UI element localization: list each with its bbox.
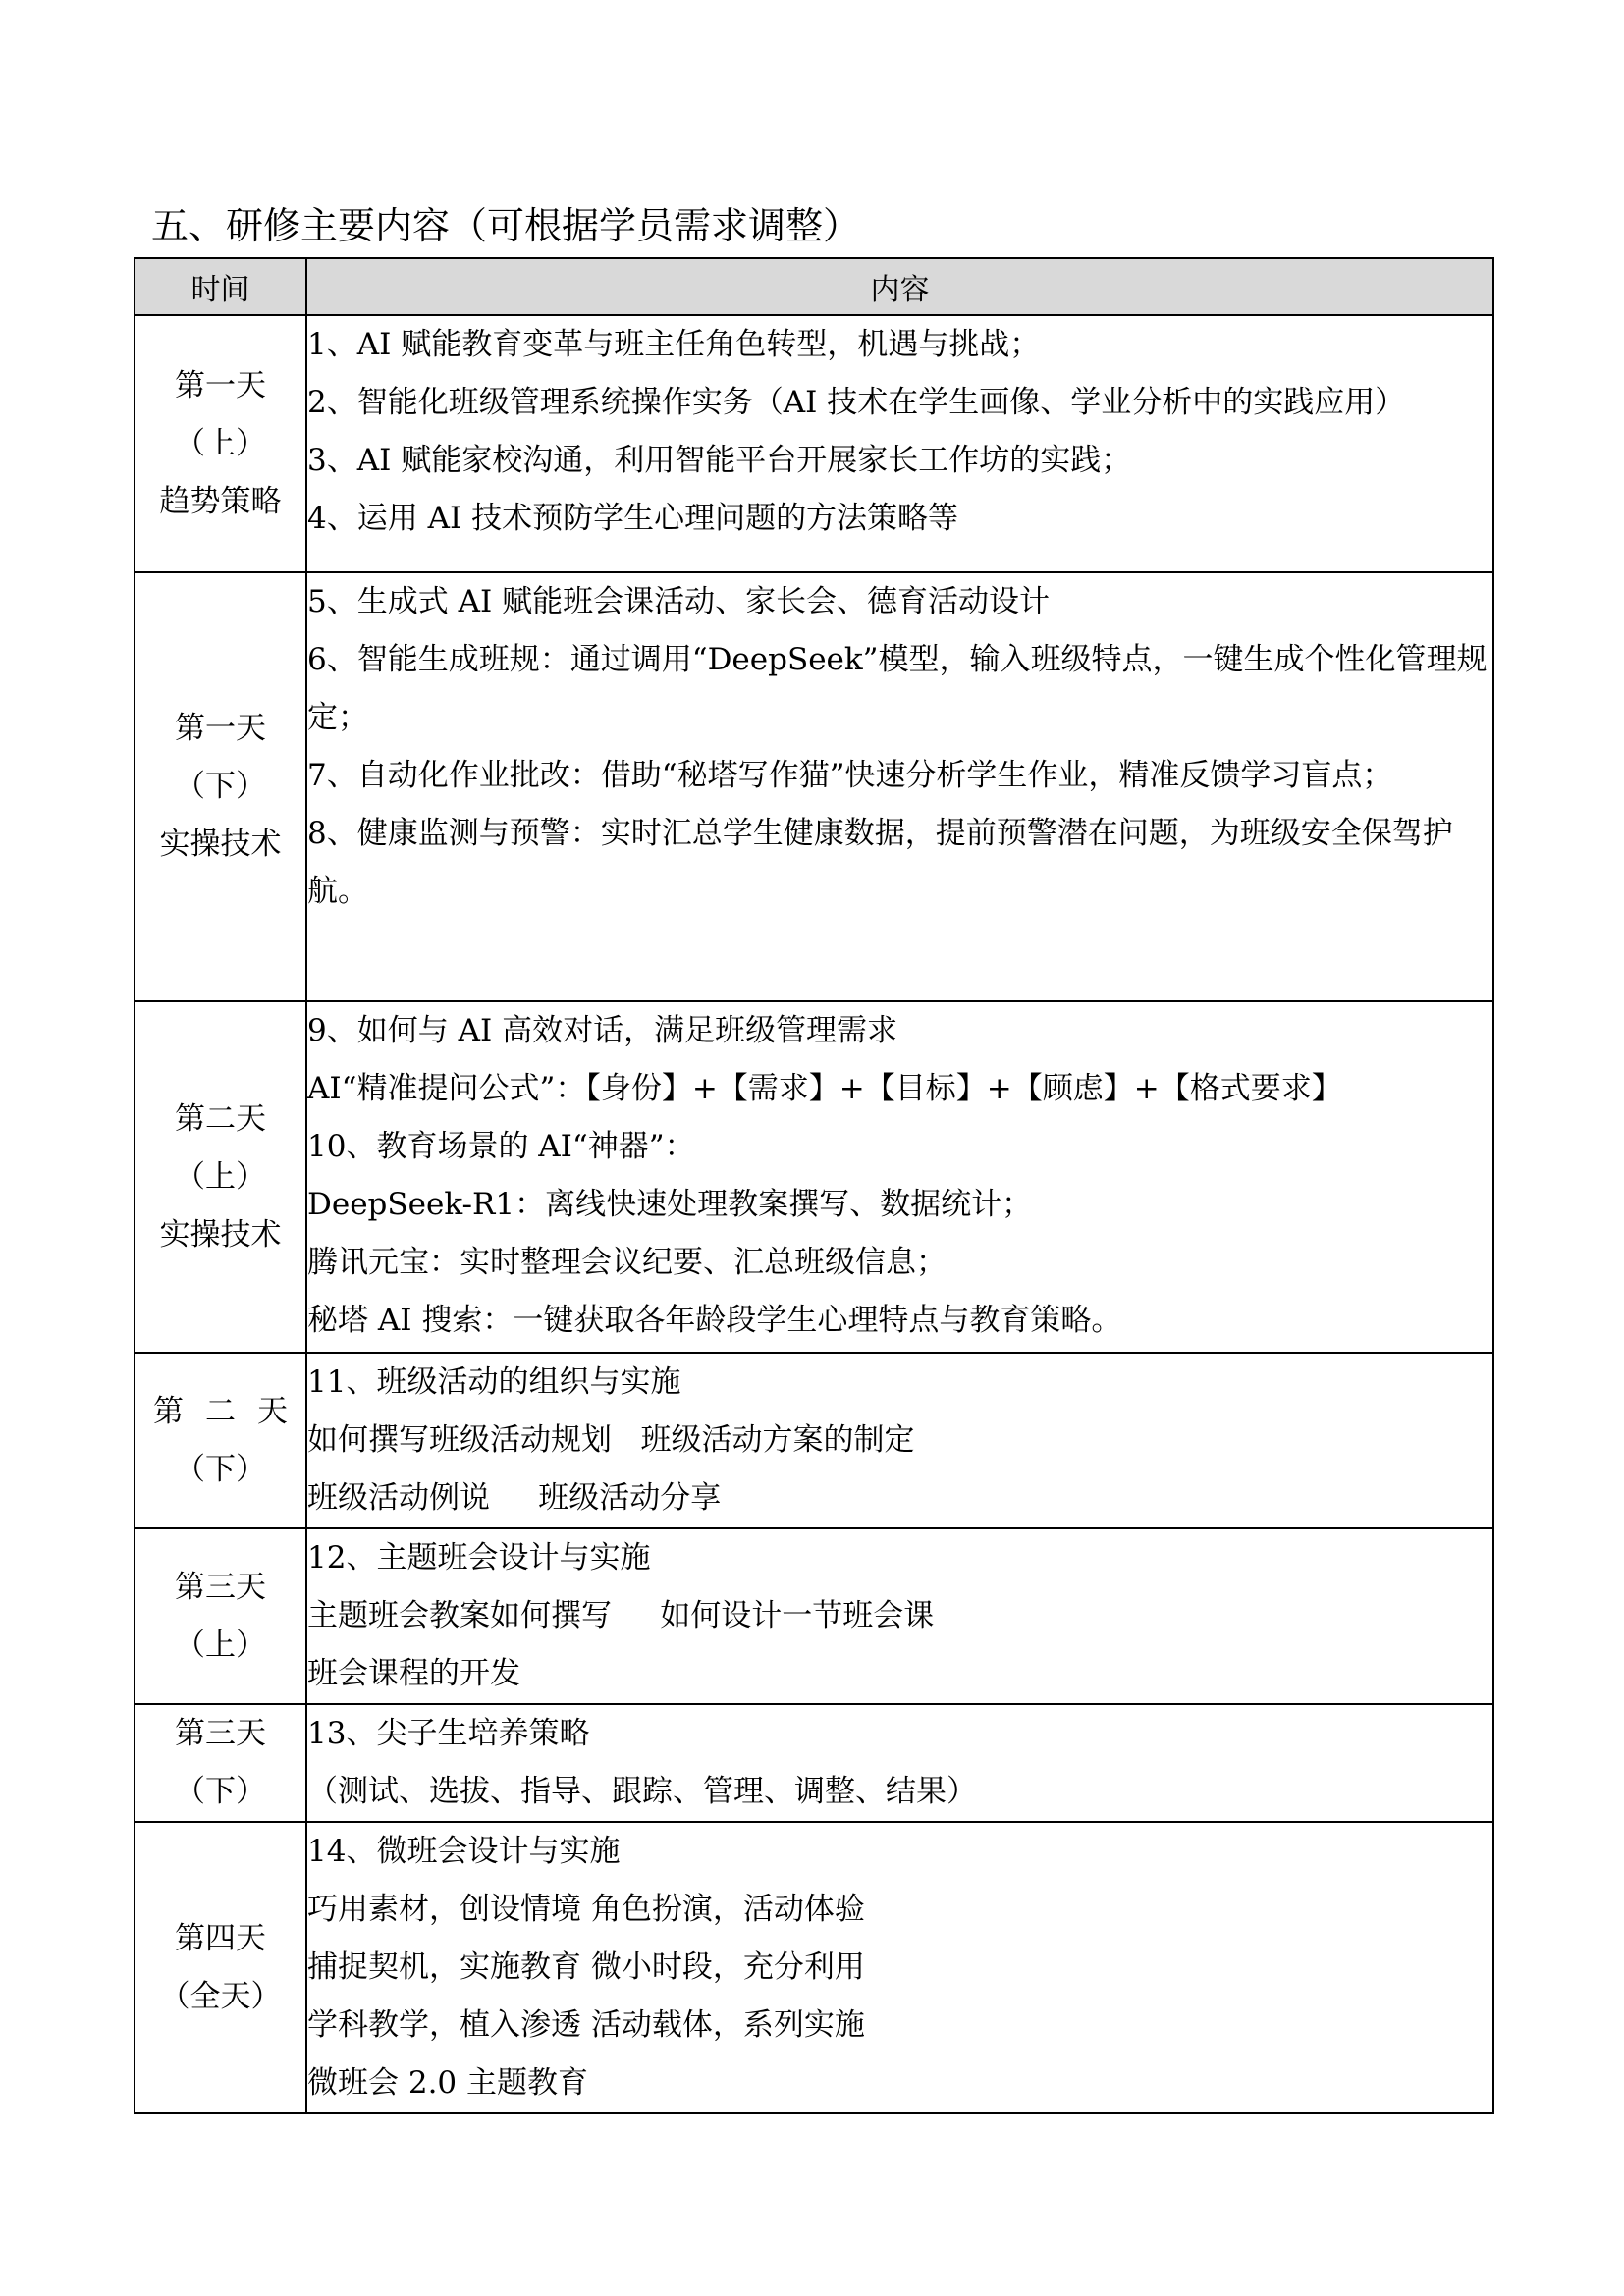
content-line: 13、尖子生培养策略 bbox=[307, 1716, 590, 1751]
time-label: （下） bbox=[175, 769, 266, 804]
time-cell bbox=[135, 1704, 306, 1822]
content-line: 腾讯元宝：实时整理会议纪要、汇总班级信息； bbox=[307, 1245, 947, 1280]
time-label: 第一天 bbox=[175, 711, 266, 746]
content-line: 7、自动化作业批改：借助“秘塔写作猫”快速分析学生作业，精准反馈学习盲点； bbox=[307, 758, 1393, 793]
time-label: （下） bbox=[175, 1774, 266, 1809]
time-label: （下） bbox=[175, 1451, 266, 1487]
content-cell bbox=[306, 1704, 1493, 1822]
content-line: 巧用素材，创设情境 角色扮演，活动体验 bbox=[307, 1892, 865, 1927]
content-line: 3、AI 赋能家校沟通，利用智能平台开展家长工作坊的实践； bbox=[307, 443, 1132, 478]
content-line: 10、教育场景的 AI“神器”： bbox=[307, 1129, 695, 1164]
time-label: 实操技术 bbox=[159, 1216, 282, 1253]
table-row bbox=[135, 572, 1493, 1001]
time-label: 第二天 bbox=[153, 1393, 309, 1429]
table-row bbox=[135, 1822, 1493, 2113]
content-cell bbox=[306, 572, 1493, 1001]
content-line: 11、班级活动的组织与实施 bbox=[307, 1364, 681, 1400]
table-row bbox=[135, 315, 1493, 572]
time-cell bbox=[135, 1822, 306, 2113]
header-content: 内容 bbox=[306, 258, 1493, 315]
time-label: 实操技术 bbox=[159, 827, 282, 862]
content-line: AI“精准提问公式”：【身份】+【需求】+【目标】+【顾虑】+【格式要求】 bbox=[307, 1071, 1342, 1106]
content-line: 班会课程的开发 bbox=[307, 1656, 520, 1691]
time-label: （上） bbox=[175, 1627, 266, 1663]
time-label: 趋势策略 bbox=[159, 483, 282, 519]
header-time: 时间 bbox=[135, 258, 306, 315]
time-cell bbox=[135, 1353, 309, 1528]
table-row bbox=[135, 1353, 1493, 1528]
content-line: 秘塔 AI 搜索：一键获取各年龄段学生心理特点与教育策略。 bbox=[307, 1303, 1122, 1338]
content-line: 1、AI 赋能教育变革与班主任角色转型，机遇与挑战； bbox=[307, 327, 1041, 362]
content-line: 12、主题班会设计与实施 bbox=[307, 1540, 651, 1575]
content-cell bbox=[306, 1528, 1493, 1704]
content-cell bbox=[306, 315, 1493, 572]
section-heading: 五、研修主要内容（可根据学员需求调整） bbox=[151, 204, 861, 247]
time-cell bbox=[135, 1001, 306, 1353]
time-label: 第三天 bbox=[175, 1716, 266, 1751]
time-label: 第二天 bbox=[175, 1100, 266, 1137]
content-line: 主题班会教案如何撰写 如何设计一节班会课 bbox=[307, 1598, 935, 1633]
time-label: 第一天 bbox=[175, 367, 266, 403]
content-line: 微班会 2.0 主题教育 bbox=[307, 2065, 589, 2101]
table-row bbox=[135, 1528, 1493, 1704]
table-header-row bbox=[135, 258, 1493, 315]
time-label: 第四天 bbox=[175, 1920, 266, 1956]
content-cell bbox=[306, 1822, 1493, 2113]
content-line: 如何撰写班级活动规划 班级活动方案的制定 bbox=[307, 1422, 915, 1458]
table-row bbox=[135, 1704, 1493, 1822]
time-label: （上） bbox=[175, 1158, 266, 1195]
time-label: （上） bbox=[175, 425, 266, 461]
time-label: （全天） bbox=[159, 1978, 282, 2014]
content-line: 2、智能化班级管理系统操作实务（AI 技术在学生画像、学业分析中的实践应用） bbox=[307, 385, 1406, 420]
content-line: 9、如何与 AI 高效对话，满足班级管理需求 bbox=[307, 1013, 898, 1048]
content-line: 学科教学，植入渗透 活动载体，系列实施 bbox=[307, 2007, 865, 2043]
content-line: 6、智能生成班规：通过调用“DeepSeek”模型，输入班级特点，一键生成个性化管理规定； bbox=[307, 642, 1488, 735]
content-line: DeepSeek-R1：离线快速处理教案撰写、数据统计； bbox=[307, 1187, 1033, 1222]
content-cell bbox=[306, 1001, 1493, 1353]
content-line: 8、健康监测与预警：实时汇总学生健康数据，提前预警潜在问题，为班级安全保驾护航。 bbox=[307, 816, 1453, 909]
table-row bbox=[135, 1001, 1493, 1353]
time-cell bbox=[135, 1528, 306, 1704]
time-cell bbox=[135, 315, 306, 572]
content-cell bbox=[306, 1353, 1493, 1528]
content-line: 14、微班会设计与实施 bbox=[307, 1834, 621, 1869]
content-line: （测试、选拔、指导、跟踪、管理、调整、结果） bbox=[307, 1774, 977, 1809]
content-line: 4、运用 AI 技术预防学生心理问题的方法策略等 bbox=[307, 501, 959, 536]
content-line: 5、生成式 AI 赋能班会课活动、家长会、德育活动设计 bbox=[307, 584, 1051, 619]
time-label: 第三天 bbox=[175, 1569, 266, 1605]
content-line: 捕捉契机，实施教育 微小时段，充分利用 bbox=[307, 1949, 865, 1985]
content-line: 班级活动例说 班级活动分享 bbox=[307, 1480, 722, 1516]
time-cell bbox=[135, 572, 306, 1001]
training-schedule-table bbox=[134, 257, 1494, 2114]
